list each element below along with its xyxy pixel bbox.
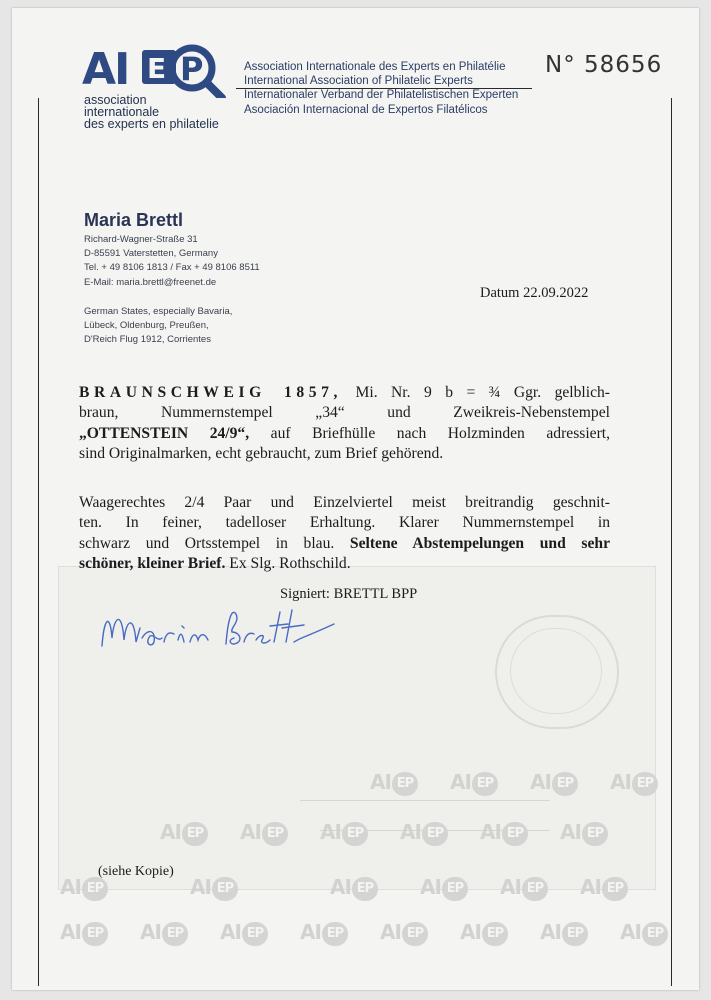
- frame-gap-number: [532, 80, 676, 98]
- address-line: Richard-Wagner-Straße 31: [84, 234, 198, 245]
- specialty-line: D'Reich Flug 1912, Corrientes: [84, 334, 211, 346]
- watermark-logo: AI EP: [540, 920, 588, 946]
- watermark-logo: AI EP: [380, 920, 428, 946]
- watermark-logo: AI EP: [400, 820, 448, 846]
- watermark-logo: AI EP: [370, 770, 418, 796]
- emphasized-text: schöner, kleiner Brief.: [79, 554, 226, 572]
- handwritten-signature: [94, 598, 354, 673]
- address-line: E-Mail: maria.brettl@freenet.de: [84, 276, 217, 288]
- org-name-de: Internationaler Verband der Philatelistischen Experten: [244, 89, 519, 102]
- text-run: Ex Slg. Rothschild.: [225, 554, 351, 572]
- aiep-logo: [80, 38, 240, 138]
- text-line: [79, 444, 610, 464]
- logo-subtitle-line: internationale: [84, 105, 160, 119]
- watermark-logo: AI EP: [140, 920, 188, 946]
- watermark-logo: AI EP: [450, 770, 498, 796]
- text-run: auf Briefhülle nach Holzminden adressiert,: [249, 424, 611, 442]
- text-run: Waagerechtes 2/4 Paar und Einzelviertel meist breitrandig geschnit-: [79, 494, 610, 511]
- watermark-logo: AI EP: [330, 875, 378, 901]
- aiep-logo-subtitle: [84, 94, 219, 130]
- svg-text:P: P: [180, 50, 204, 88]
- text-line: [79, 554, 610, 574]
- watermark-logo: AI EP: [60, 920, 108, 946]
- logo-subtitle-line: association: [84, 93, 147, 107]
- certificate-number-value: 58656: [584, 52, 663, 78]
- watermark-logo: AI EP: [620, 920, 668, 946]
- text-line: [79, 493, 610, 513]
- text-run: sind Originalmarken, echt gebraucht, zum Brief gehörend.: [79, 444, 444, 462]
- specialty-line: Lübeck, Oldenburg, Preußen,: [84, 320, 209, 332]
- certificate-number-label: N°: [545, 52, 576, 78]
- watermark-logo: AI EP: [420, 875, 468, 901]
- watermark-logo: AI EP: [300, 920, 348, 946]
- aiep-logo-mark: [80, 38, 240, 98]
- signed-line: Signiert: BRETTL BPP: [280, 586, 418, 602]
- watermark-logo: AI EP: [190, 875, 238, 901]
- org-name-en: International Association of Philatelic Experts: [244, 75, 473, 88]
- watermark-logo: AI EP: [530, 770, 578, 796]
- text-line: [79, 534, 610, 554]
- logo-subtitle-line: des experts en philatelie: [84, 117, 219, 131]
- watermark-logo: AI EP: [160, 820, 208, 846]
- expert-address: [84, 233, 260, 290]
- condition-paragraph: [79, 493, 610, 574]
- text-line: [79, 424, 610, 444]
- expert-name: Maria Brettl: [84, 210, 184, 230]
- emphasized-text: „OTTENSTEIN 24/9“,: [79, 424, 250, 442]
- specialty-line: German States, especially Bavaria,: [84, 306, 233, 317]
- address-line: Tel. + 49 8106 1813 / Fax + 49 8106 8511: [84, 262, 260, 274]
- watermark-logo: AI EP: [610, 770, 658, 796]
- text-line: [79, 513, 610, 533]
- watermark-logo: AI EP: [580, 875, 628, 901]
- watermark-logo: AI EP: [60, 875, 108, 901]
- org-name-fr: Association Internationale des Experts en Philatélie: [244, 61, 506, 73]
- text-run: ten. In feiner, tadelloser Erhaltung. Klarer Nummernstempel in: [79, 514, 610, 532]
- watermark-logo: AI EP: [500, 875, 548, 901]
- watermark-logo: AI EP: [460, 920, 508, 946]
- watermark-logo: AI EP: [320, 820, 368, 846]
- certificate-date: Datum 22.09.2022: [480, 285, 589, 301]
- watermark-logo: AI EP: [220, 920, 268, 946]
- text-run: braun, Nummernstempel „34“ und Zweikreis-Nebenstempel: [79, 404, 610, 422]
- svg-text:E: E: [147, 52, 167, 85]
- signature-drawing: [94, 598, 354, 668]
- watermark-logo: AI EP: [560, 820, 608, 846]
- organization-names: [244, 60, 518, 117]
- svg-text:AI: AI: [82, 44, 129, 95]
- copy-note: (siehe Kopie): [98, 864, 174, 879]
- certificate-number: [545, 52, 662, 78]
- text-line: [79, 383, 610, 403]
- text-run: Mi. Nr. 9 b = ¾ Ggr. gelblich-: [342, 384, 610, 401]
- text-run: schwarz und Ortsstempel in blau.: [79, 534, 350, 552]
- address-line: D-85591 Vaterstetten, Germany: [84, 248, 218, 260]
- text-line: [79, 403, 610, 423]
- watermark-logo: AI EP: [480, 820, 528, 846]
- expert-specialties: [84, 305, 232, 348]
- watermark-logo: AI EP: [240, 820, 288, 846]
- description-paragraph: [79, 383, 610, 464]
- emphasized-text: Seltene Abstempelungen und sehr: [349, 534, 610, 552]
- org-name-es: Asociación Internacional de Expertos Filatélicos: [244, 103, 488, 116]
- emphasized-text: BRAUNSCHWEIG 1857,: [79, 384, 343, 401]
